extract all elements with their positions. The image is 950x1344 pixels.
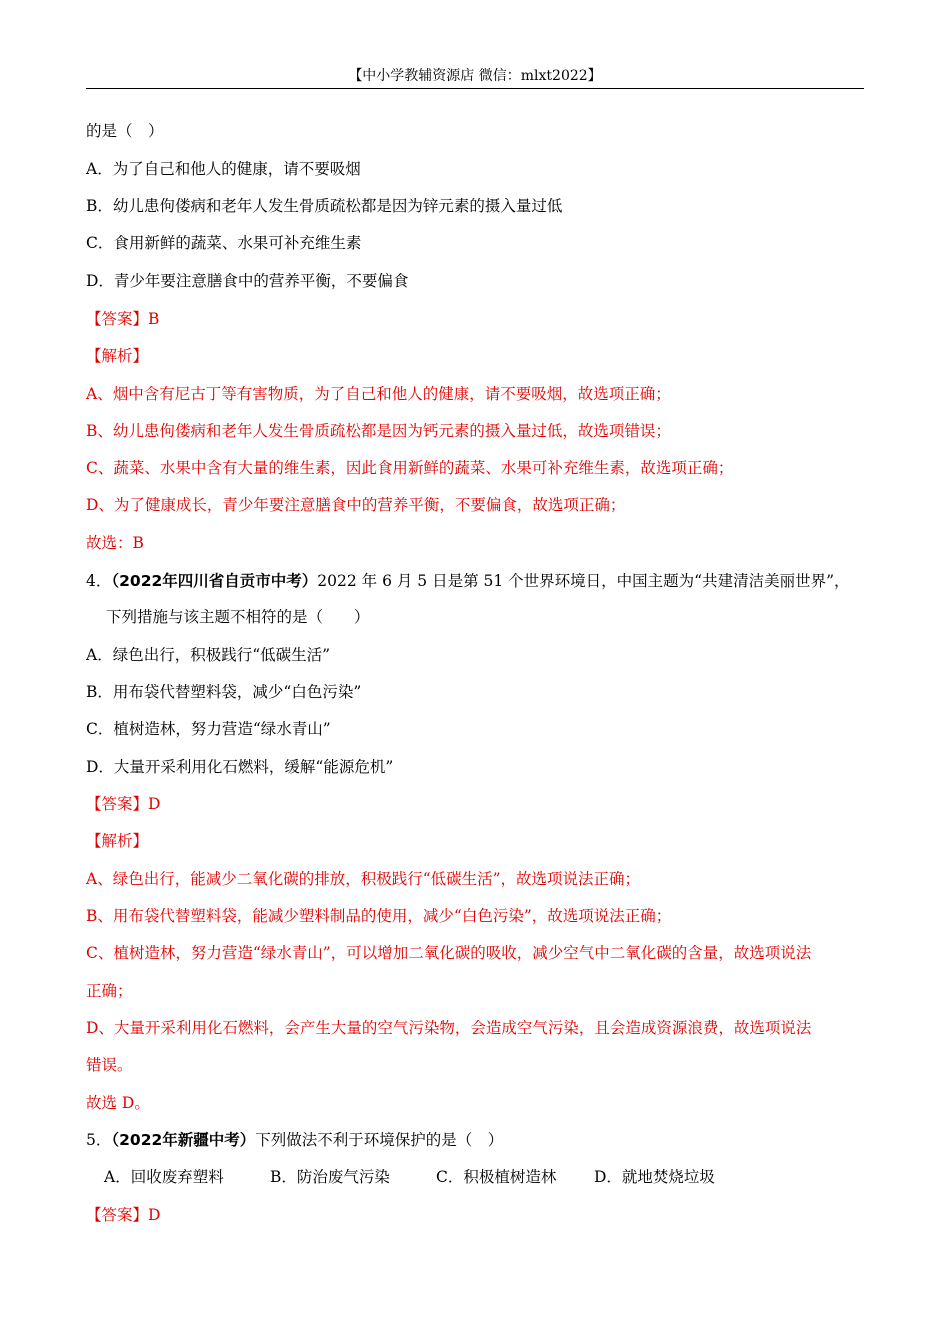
question-number: 5． <box>86 1131 112 1149</box>
option-b: B．幼儿患佝偻病和老年人发生骨质疏松都是因为锌元素的摄入量过低 <box>86 197 563 215</box>
option-d: D．青少年要注意膳食中的营养平衡，不要偏食 <box>86 272 409 290</box>
option-b: B．用布袋代替塑料袋，减少“白色污染” <box>86 683 362 701</box>
analysis-line: 正确； <box>86 982 133 1000</box>
option-a: A．为了自己和他人的健康，请不要吸烟 <box>86 160 361 178</box>
question-number: 4． <box>86 572 112 590</box>
page-header: 【中小学教辅资源店 微信：mlxt2022】 <box>86 64 864 89</box>
answer: 【答案】B <box>86 310 160 328</box>
option-d: D．大量开采利用化石燃料，缓解“能源危机” <box>86 758 394 776</box>
analysis-line: D、大量开采利用化石燃料，会产生大量的空气污染物，会造成空气污染，且会造成资源浪费，故选项说法 <box>86 1019 812 1037</box>
question-5-options <box>104 1166 844 1188</box>
conclusion: 故选：B <box>86 534 144 552</box>
analysis-line: D、为了健康成长，青少年要注意膳食中的营养平衡，不要偏食，故选项正确； <box>86 496 626 514</box>
analysis-label: 【解析】 <box>86 347 149 365</box>
question-text: 下列做法不利于环境保护的是（ ） <box>255 1131 504 1149</box>
question-4-stem <box>86 570 866 592</box>
analysis-line: B、用布袋代替塑料袋，能减少塑料制品的使用，减少“白色污染”，故选项说法正确； <box>86 907 672 925</box>
option-c: C．植树造林，努力营造“绿水青山” <box>86 720 331 738</box>
analysis-line: B、幼儿患佝偻病和老年人发生骨质疏松都是因为钙元素的摄入量过低，故选项错误； <box>86 422 671 440</box>
question-stem-tail: 的是（ ） <box>86 122 164 140</box>
answer: 【答案】D <box>86 1206 161 1224</box>
analysis-line: C、蔬菜、水果中含有大量的维生素，因此食用新鲜的蔬菜、水果可补充维生素，故选项正确； <box>86 459 734 477</box>
analysis-line: A、绿色出行，能减少二氧化碳的排放，积极践行“低碳生活”，故选项说法正确； <box>86 870 641 888</box>
analysis-label: 【解析】 <box>86 832 149 850</box>
question-source: （2022年新疆中考） <box>111 1131 256 1149</box>
question-5-stem <box>86 1129 866 1151</box>
option-c: C．食用新鲜的蔬菜、水果可补充维生素 <box>86 234 362 252</box>
answer: 【答案】D <box>86 795 161 813</box>
question-4-stem-cont: 下列措施与该主题不相符的是（ ） <box>106 608 370 626</box>
option-b: B．防治废气污染 <box>270 1168 390 1186</box>
question-source: （2022年四川省自贡市中考） <box>111 572 318 590</box>
option-a: A．绿色出行，积极践行“低碳生活” <box>86 646 331 664</box>
analysis-line: A、烟中含有尼古丁等有害物质，为了自己和他人的健康，请不要吸烟，故选项正确； <box>86 385 671 403</box>
analysis-line: C、植树造林，努力营造“绿水青山”，可以增加二氧化碳的吸收，减少空气中二氧化碳的含量，故选项说法 <box>86 944 812 962</box>
option-a: A．回收废弃塑料 <box>104 1168 224 1186</box>
conclusion: 故选 D。 <box>86 1094 150 1112</box>
option-c: C．积极植树造林 <box>436 1168 557 1186</box>
question-text: 2022 年 6 月 5 日是第 51 个世界环境日，中国主题为“共建清洁美丽世界”， <box>317 572 850 590</box>
analysis-line: 错误。 <box>86 1056 133 1074</box>
option-d: D．就地焚烧垃圾 <box>594 1168 715 1186</box>
